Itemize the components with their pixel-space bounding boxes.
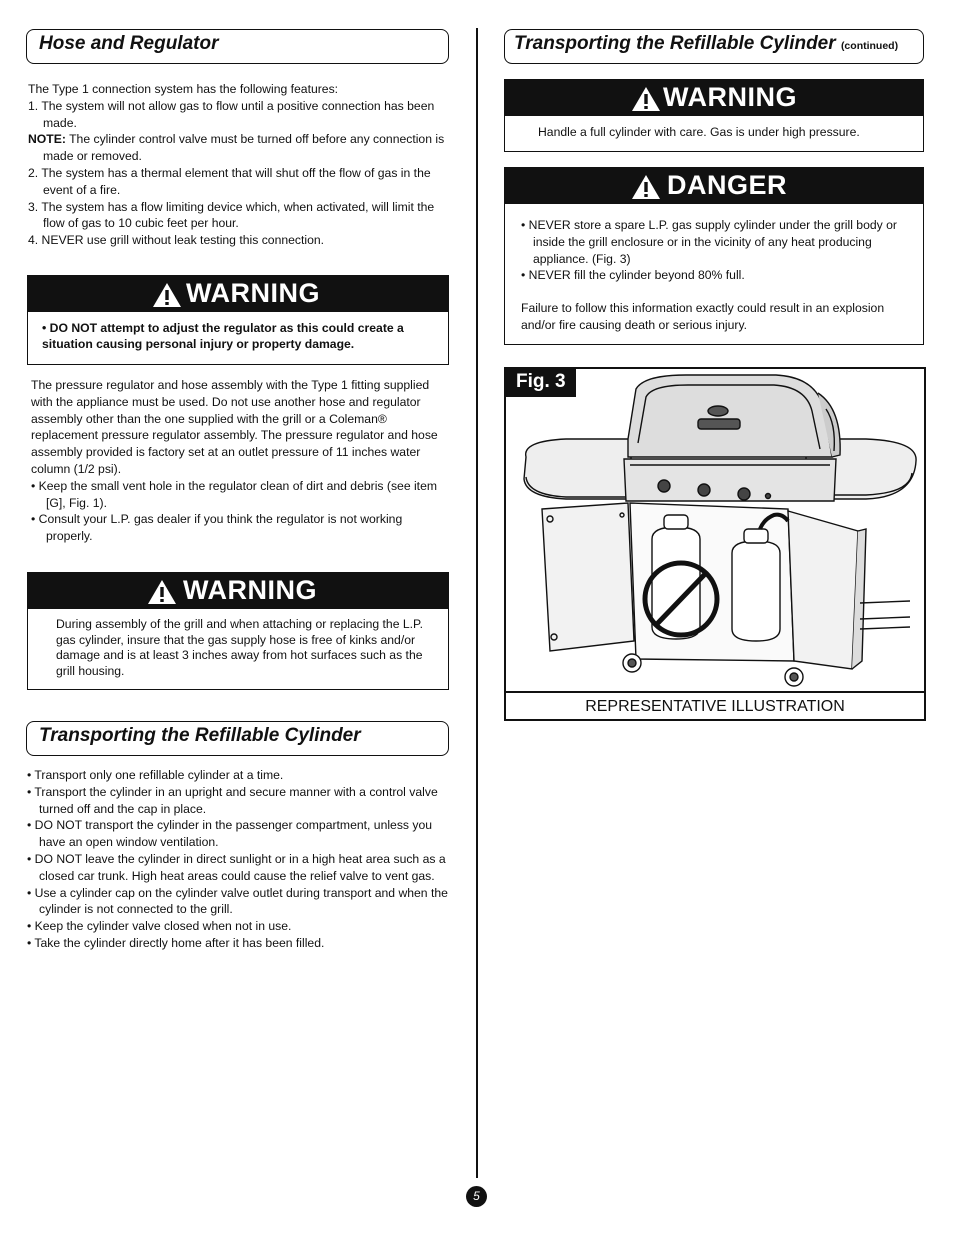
- page-number: 5: [466, 1186, 487, 1207]
- danger-box: [504, 167, 924, 345]
- section-title: Transporting the Refillable Cylinder: [39, 725, 361, 746]
- feature-item: 2. The system has a thermal element that will shut off the flow of gas in the event of a fire.: [28, 165, 431, 197]
- warning-title: WARNING: [663, 82, 797, 112]
- continued-label: (continued): [840, 40, 899, 52]
- grill-illustration: [506, 369, 924, 691]
- warning-bar: [28, 276, 448, 312]
- warning-triangle-icon: [152, 282, 182, 308]
- warning-box-pressure: [504, 79, 924, 152]
- section-title: [514, 33, 898, 55]
- feature-item: 1. The system will not allow gas to flow until a positive connection has been made.: [28, 98, 435, 130]
- note-item: [28, 131, 448, 165]
- column-divider: [476, 28, 478, 1178]
- danger-failure-text: Failure to follow this information exactly could result in an explosion and/or fire causing death or serious injury.: [521, 301, 885, 332]
- transport-header: [26, 721, 449, 756]
- regulator-bullet: • Consult your L.P. gas dealer if you think the regulator is not working properly.: [31, 512, 403, 544]
- regulator-paragraph: The pressure regulator and hose assembly with the Type 1 fitting supplied with the appliance must be used. Do not use another hose and regulator assembly other than the one supplied with the grill or a Coleman® replacement pressure regulator assembly. The pressure regulator and hose assembly provided is factory set at an outlet pressure of 11 inches water column (1/2 psi).: [31, 378, 438, 476]
- figure-label: Fig. 3: [506, 369, 576, 397]
- section-title: Hose and Regulator: [39, 33, 219, 54]
- warning-bar: [505, 80, 923, 116]
- transport-bullet: • Take the cylinder directly home after it has been filled.: [27, 935, 325, 950]
- danger-text: [521, 217, 916, 334]
- warning-text: • DO NOT attempt to adjust the regulator as this could create a situation causing personal injury or property damage.: [42, 321, 404, 351]
- transport-bullet: • Transport the cylinder in an upright and secure manner with a control valve turned off and the cap in place.: [27, 784, 438, 816]
- transport-bullet: • Transport only one refillable cylinder at a time.: [27, 768, 284, 782]
- regulator-bullet: • Keep the small vent hole in the regulator clean of dirt and debris (see item [G], Fig. 1).: [31, 478, 438, 510]
- transport-continued-header: [504, 29, 924, 64]
- hose-regulator-header: [26, 29, 449, 64]
- transport-bullet: • DO NOT transport the cylinder in the passenger compartment, unless you have an open window ventilation.: [27, 818, 433, 850]
- regulator-block: [31, 377, 449, 545]
- warning-text: During assembly of the grill and when attaching or replacing the L.P. gas cylinder, insure that the gas supply hose is free of kinks and/or damage and is at least 3 inches away from hot surfaces such as the grill housing.: [56, 617, 423, 678]
- danger-bar: [505, 168, 923, 204]
- danger-title: DANGER: [667, 170, 788, 200]
- warning-triangle-icon: [147, 579, 177, 605]
- warning-title: WARNING: [183, 575, 317, 605]
- feature-item: 3. The system has a flow limiting device which, when activated, will limit the flow of gas to 10 cubic feet per hour.: [28, 199, 435, 231]
- feature-item: 4. NEVER use grill without leak testing this connection.: [28, 233, 325, 248]
- warning-title: WARNING: [186, 278, 320, 308]
- transport-bullet: • DO NOT leave the cylinder in direct sunlight or in a high heat area such as a closed car trunk. High heat areas could cause the relief valve to vent gas.: [27, 851, 446, 883]
- danger-bullet: • NEVER fill the cylinder beyond 80% full.: [521, 268, 745, 283]
- warning-text: Handle a full cylinder with care. Gas is under high pressure.: [538, 125, 860, 139]
- warning-box-hose: [27, 572, 449, 690]
- section-title-text: Transporting the Refillable Cylinder: [514, 33, 836, 54]
- transport-bullets: [27, 767, 450, 952]
- note-text: The cylinder control valve must be turned off before any connection is made or removed.: [43, 132, 445, 164]
- warning-triangle-icon: [631, 86, 661, 112]
- transport-bullet: • Use a cylinder cap on the cylinder valve outlet during transport and when the cylinder is not connected to the grill.: [27, 885, 448, 917]
- transport-bullet: • Keep the cylinder valve closed when not in use.: [27, 919, 292, 934]
- hose-intro-block: [28, 81, 448, 249]
- note-label: NOTE:: [28, 132, 66, 147]
- warning-triangle-icon: [631, 174, 661, 200]
- danger-bullet: • NEVER store a spare L.P. gas supply cylinder under the grill body or inside the grill enclosure or in the vicinity of any heat producing appliance. (Fig. 3): [521, 218, 897, 266]
- figure-caption: REPRESENTATIVE ILLUSTRATION: [506, 691, 924, 721]
- intro-text: The Type 1 connection system has the following features:: [28, 82, 339, 96]
- figure-3: [504, 367, 926, 721]
- warning-box-regulator: [27, 275, 449, 365]
- warning-bar: [28, 573, 448, 609]
